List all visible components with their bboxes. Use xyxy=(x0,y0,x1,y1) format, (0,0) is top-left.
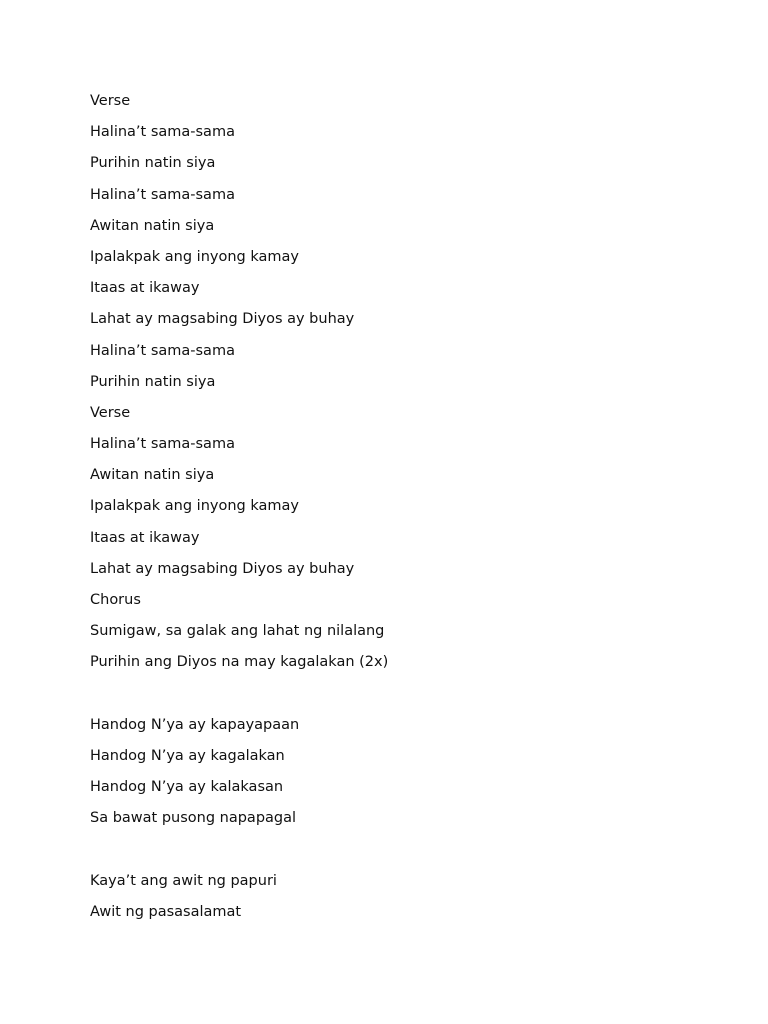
lyric-line: Halina’t sama-sama xyxy=(90,186,235,203)
lyric-line: Handog N’ya ay kagalakan xyxy=(90,747,285,764)
lyric-line: Awitan natin siya xyxy=(90,217,215,234)
lyric-line: Purihin ang Diyos na may kagalakan (2x) xyxy=(90,654,389,671)
lyric-line: Handog N’ya ay kapayapaan xyxy=(90,716,300,733)
lyric-line: Ipalakpak ang inyong kamay xyxy=(90,248,299,265)
lyric-line: Ipalakpak ang inyong kamay xyxy=(90,498,299,515)
lyric-line: Awit ng pasasalamat xyxy=(90,903,242,920)
lyric-line: Awitan natin siya xyxy=(90,467,215,484)
lyric-line: Halina’t sama-sama xyxy=(90,124,235,141)
lyric-line: Itaas at ikaway xyxy=(90,529,200,546)
lyric-line: Purihin natin siya xyxy=(90,373,216,390)
lyric-line: Purihin natin siya xyxy=(90,155,216,172)
blank-line xyxy=(90,840,388,860)
lyric-line: Verse xyxy=(90,404,131,421)
lyrics-body xyxy=(90,91,388,933)
lyric-line: Itaas at ikaway xyxy=(90,280,200,297)
lyric-line: Handog N’ya ay kalakasan xyxy=(90,779,284,796)
blank-line xyxy=(90,684,388,704)
lyric-line: Sa bawat pusong napapagal xyxy=(90,810,297,827)
lyric-line: Verse xyxy=(90,93,131,109)
lyric-line: Halina’t sama-sama xyxy=(90,436,235,453)
lyric-line: Sumigaw, sa galak ang lahat ng nilalang xyxy=(90,623,385,640)
lyric-line: Kaya’t ang awit ng papuri xyxy=(90,872,277,889)
lyric-line: Lahat ay magsabing Diyos ay buhay xyxy=(90,560,355,577)
lyric-line: Halina’t sama-sama xyxy=(90,342,235,359)
lyric-line: Chorus xyxy=(90,592,141,608)
lyric-line: Lahat ay magsabing Diyos ay buhay xyxy=(90,311,355,328)
